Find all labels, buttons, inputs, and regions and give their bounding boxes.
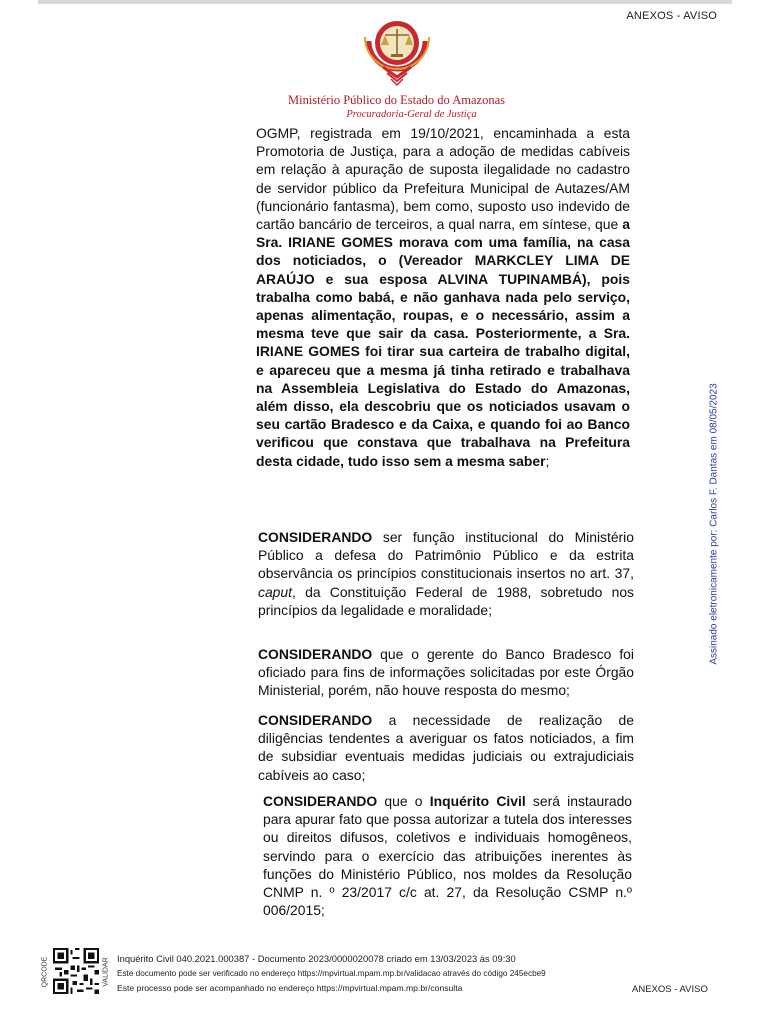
considerando-lead: CONSIDERANDO bbox=[258, 712, 373, 728]
qr-code-icon[interactable] bbox=[53, 948, 99, 994]
considerando-text: que o gerente do Banco Bradesco foi oficiado para fins de informações solicitadas por este Órgão Ministerial, porém, não houve resposta do mesmo; bbox=[258, 646, 634, 699]
mpam-logo-icon bbox=[361, 15, 433, 93]
considerando-text: ser função institucional do Ministério Público a defesa do Patrimônio Público e da estrita observância os princípios constitucionais insertos no art. 37, bbox=[258, 529, 634, 582]
footer-document-info: Inquérito Civil 040.2021.000387 - Documento 2023/0000020078 criado em 13/03/2023 às 09:30 bbox=[117, 953, 516, 964]
considerando-text-end: será instaurado para apurar fato que possa autorizar a tutela dos interesses ou direitos difusos, coletivos e individuais homogêneos, servindo para o exercício das atribuições inerentes às funções do Ministério Público, nos moldes da Resolução CNMP n. º 23/2017 c/c at. 27, da Resolução CSMP n.º 006/2015; bbox=[263, 793, 633, 919]
org-name: Ministério Público do Estado do Amazonas bbox=[288, 93, 505, 107]
top-edge bbox=[38, 0, 732, 4]
complaint-facts: a Sra. IRIANE GOMES morava com uma família, na casa dos noticiados, o (Vereador MARKCLEY LIMA DE ARAÚJO e sua esposa ALVINA TUPINAMBÁ), pois trabalha como babá, e não ganhava nada pelo serviço, apenas alimentação, roupas, e o necessário, assim a mesma teve que sair da casa. Posteriormente, a Sra. IRIANE GOMES foi tirar sua carteira de trabalho digital, e apareceu que a mesma já tinha retirado e trabalhava na Assembleia Legislativa do Estado do Amazonas, além disso, ela descobriu que os noticiados usavam o seu cartão Bradesco e da Caixa, e quando foi ao Banco verificou que constava que trabalhava na Prefeitura desta cidade, tudo isso sem a mesma saber bbox=[256, 216, 630, 469]
paragraph-considerando-3 bbox=[258, 711, 634, 784]
considerando-lead: CONSIDERANDO bbox=[258, 646, 373, 662]
complaint-end: ; bbox=[545, 452, 550, 469]
complaint-intro: OGMP, registrada em 19/10/2021, encaminhada a esta Promotoria de Justiça, para a adoção de medidas cabíveis em relação à apuração de suposta ilegalidade no cadastro de servidor público da Prefeitura Municipal de Autazes/AM (funcionário fantasma), bem como, suposto uso indevido de cartão bancário de terceiros, a qual narra, em síntese, que bbox=[256, 125, 630, 233]
electronic-signature-note bbox=[706, 370, 722, 678]
qrcode-label: QRCODE bbox=[41, 956, 49, 988]
validar-label: VALIDAR bbox=[102, 957, 110, 987]
paragraph-considerando-2 bbox=[258, 645, 634, 700]
paragraph-considerando-1 bbox=[258, 528, 634, 619]
considerando-text: que o bbox=[377, 793, 430, 809]
considerando-text-end: , da Constituição Federal de 1988, sobretudo nos princípios da legalidade e moralidade; bbox=[258, 583, 634, 618]
signature-text: Assinado eletronicamente por: Carlos F. Dantas em 08/05/2023 bbox=[708, 383, 720, 665]
footer-tracking-link[interactable]: Este processo pode ser acompanhado no endereço https://mpvirtual.mpam.mp.br/consulta bbox=[117, 983, 463, 993]
considerando-lead: CONSIDERANDO bbox=[258, 529, 373, 545]
annex-label-top: ANEXOS - AVISO bbox=[626, 10, 717, 22]
inquerito-civil-bold: Inquérito Civil bbox=[429, 793, 526, 809]
paragraph-complaint bbox=[256, 124, 630, 470]
considerando-lead: CONSIDERANDO bbox=[263, 793, 378, 809]
annex-label-bottom: ANEXOS - AVISO bbox=[632, 984, 708, 995]
considerando-text: a necessidade de realização de diligências tendentes a averiguar os fatos noticiados, a fim de subsidiar eventuais medidas judiciais ou extrajudiciais cabíveis ao caso; bbox=[258, 712, 634, 783]
org-subtitle: Procuradoria-Geral de Justiça bbox=[346, 109, 477, 120]
paragraph-considerando-4 bbox=[263, 792, 632, 919]
footer-verification-link[interactable]: Este documento pode ser verificado no endereço https://mpvirtual.mpam.mp.br/validacao através do código 245ecbe9 bbox=[117, 969, 546, 978]
caput-italic: caput bbox=[258, 583, 292, 600]
